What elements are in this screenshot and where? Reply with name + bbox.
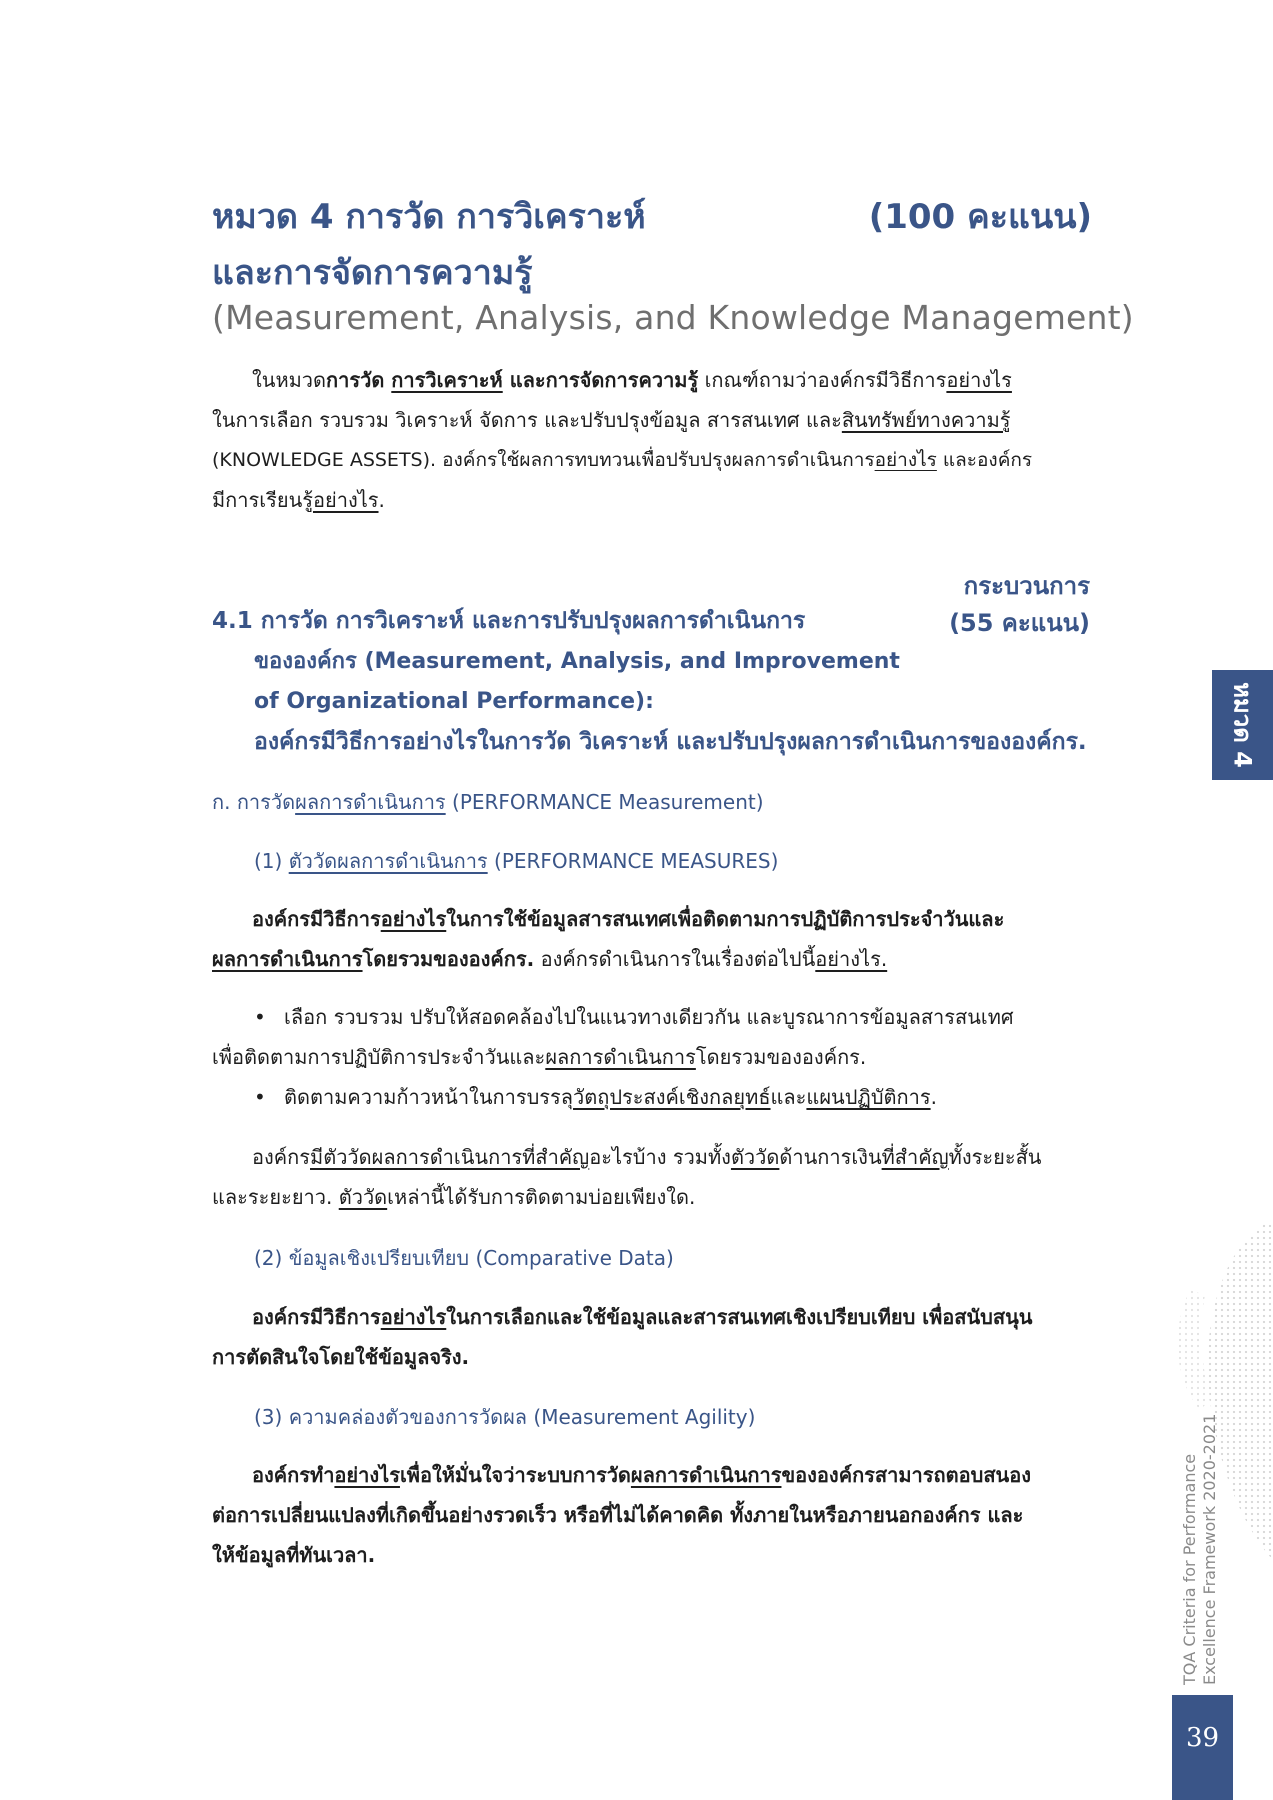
text-run: เกณฑ์ถามว่าองค์กรมีวิธีการ — [698, 368, 947, 392]
text-run: ขององค์กรสามารถตอบสนอง — [781, 1463, 1031, 1487]
text-run: เลือก รวบรวม ปรับให้สอดคล้องไปในแนวทางเดียวกัน และบูรณาการข้อมูลสารสนเทศ — [284, 1005, 1014, 1029]
category-side-tab — [1212, 670, 1273, 780]
text-run: องค์กร — [252, 1145, 311, 1169]
underlined-term: ตัววัด — [338, 1185, 388, 1209]
text-run: ก. การวัด — [212, 790, 296, 814]
subsection-3-heading: (3) ความคล่องตัวของการวัดผล (Measurement Agility) — [254, 1405, 756, 1429]
text-run: และองค์กร — [936, 449, 1033, 471]
footer-line2: Excellence Framework 2020-2021 — [1200, 1413, 1219, 1685]
text-run: องค์กรทำ — [252, 1463, 335, 1487]
section-4-1-line1: 4.1 การวัด การวิเคราะห์ และการปรับปรุงผลการดำเนินการ — [212, 608, 806, 634]
process-score: (55 คะแนน) — [949, 609, 1090, 637]
text-run: เพื่อติดตามการปฏิบัติการประจำวันและ — [212, 1045, 546, 1069]
text-run: ในการเลือก รวบรวม วิเคราะห์ จัดการ และปรับปรุงข้อมูล สารสนเทศ และ — [212, 408, 842, 432]
paragraph-measurement-agility — [212, 1455, 1092, 1575]
text-run: (PERFORMANCE Measurement) — [445, 790, 764, 814]
text-run: ในการใช้ข้อมูลสารสนเทศเพื่อติดตามการปฏิบัติการประจำวันและ — [446, 907, 1005, 931]
text-run: มีการเรียนรู้ — [212, 488, 313, 512]
text-run: เพื่อให้มั่นใจว่าระบบการวัด — [399, 1463, 631, 1487]
subsection-1-heading — [254, 841, 778, 881]
underlined-term: อย่างไร — [874, 449, 937, 471]
underlined-term: อย่างไร — [312, 488, 379, 512]
text-run: และระยะยาว. — [212, 1185, 339, 1209]
text-run: ติดตามความก้าวหน้าในการบรรลุ — [284, 1085, 574, 1109]
underlined-term: อย่างไร — [380, 907, 447, 931]
underlined-term: ที่สำคัญ — [881, 1145, 949, 1169]
bullet-icon: • — [254, 1005, 266, 1029]
underlined-term: สินทรัพย์ทางความรู้ — [841, 408, 1011, 432]
text-run: การตัดสินใจโดยใช้ข้อมูลจริง. — [212, 1345, 470, 1369]
section-4-1-heading — [212, 601, 1087, 762]
text-run: . — [930, 1085, 937, 1109]
text-run: . — [378, 488, 385, 512]
underlined-term: ผลการดำเนินการ — [630, 1463, 782, 1487]
section-4-1-line3: of Organizational Performance): — [254, 689, 654, 714]
category-side-tab-label: หมวด 4 — [1228, 682, 1256, 768]
bullet-item-2 — [212, 1077, 1092, 1117]
page-number-box — [1172, 1695, 1233, 1800]
underlined-term: วัตถุประสงค์เชิงกลยุทธ์ — [573, 1085, 771, 1109]
underlined-term: การวิเคราะห์ — [391, 368, 503, 392]
text-run: เหล่านี้ได้รับการติดตามบ่อยเพียงใด. — [387, 1185, 696, 1209]
bullet-icon: • — [254, 1085, 266, 1109]
text-run: ต่อการเปลี่ยนแปลงที่เกิดขึ้นอย่างรวดเร็ว หรือที่ไม่ได้คาดคิด ทั้งภายในหรือภายนอกองค์กร และ — [212, 1503, 1024, 1527]
text-run: โดยรวมขององค์กร. — [695, 1045, 867, 1069]
section-4-1-question: องค์กรมีวิธีการอย่างไรในการวัด วิเคราะห์ และปรับปรุงผลการดำเนินการขององค์กร. — [254, 729, 1087, 755]
footer-line1: TQA Criteria for Performance — [1180, 1453, 1199, 1685]
text-run: องค์กรมีวิธีการ — [252, 1305, 381, 1329]
category-title-line2: และการจัดการความรู้ — [212, 253, 533, 293]
paragraph-key-measures — [212, 1137, 1092, 1217]
text-run: องค์กรมีวิธีการ — [252, 907, 381, 931]
text-run: องค์กรดำเนินการในเรื่องต่อไปนี้ — [534, 947, 816, 971]
paragraph-performance-measures — [212, 899, 1092, 979]
process-label: กระบวนการ — [963, 572, 1090, 600]
underlined-term: อย่างไร — [334, 1463, 400, 1487]
underlined-term: แผนปฏิบัติการ — [806, 1085, 931, 1109]
category-score: (100 คะแนน) — [868, 197, 1092, 237]
underlined-term: มีตัววัดผลการดำเนินการที่สำคัญ — [310, 1145, 590, 1169]
underlined-term: ผลการดำเนินการ — [212, 947, 363, 971]
section-4-1-line2: ขององค์กร (Measurement, Analysis, and Improvement — [254, 649, 900, 674]
text-run: และ — [770, 1085, 807, 1109]
text-run: (1) — [254, 849, 289, 873]
category-title-english: (Measurement, Analysis, and Knowledge Management) — [212, 298, 1134, 337]
text-run: อะไรบ้าง รวมทั้ง — [589, 1145, 731, 1169]
underlined-term: อย่างไร. — [815, 947, 888, 971]
underlined-term: ผลการดำเนินการ — [295, 790, 446, 814]
paragraph-comparative-data — [212, 1297, 1092, 1377]
text-run: ทั้งระยะสั้น — [948, 1145, 1042, 1169]
text-run: ในหมวด — [252, 368, 327, 392]
text-run: ด้านการเงิน — [779, 1145, 882, 1169]
bold-run: โดยรวมขององค์กร. — [362, 947, 535, 971]
page-number: 39 — [1185, 1723, 1220, 1753]
subsection-2-heading: (2) ข้อมูลเชิงเปรียบเทียบ (Comparative Data) — [254, 1246, 674, 1270]
underlined-term: ผลการดำเนินการ — [545, 1045, 696, 1069]
underlined-term: อย่างไร — [946, 368, 1012, 392]
underlined-term: อย่างไร — [380, 1305, 447, 1329]
category-title — [212, 194, 1092, 240]
text-run: ให้ข้อมูลที่ทันเวลา. — [212, 1543, 376, 1567]
text-run: (KNOWLEDGE ASSETS). องค์กรใช้ผลการทบทวนเพื่อปรับปรุงผลการดำเนินการ — [212, 449, 875, 471]
bold-run: และการจัดการความรู้ — [502, 368, 699, 392]
intro-paragraph — [212, 360, 1092, 520]
underlined-term: ตัววัด — [730, 1145, 780, 1169]
text-run: ในการเลือกและใช้ข้อมูลและสารสนเทศเชิงเปรียบเทียบ เพื่อสนับสนุน — [446, 1305, 1033, 1329]
category-title-line1: หมวด 4 การวัด การวิเคราะห์ — [212, 197, 646, 237]
subsection-a-heading — [212, 782, 764, 822]
footer-publication-title — [1180, 1414, 1220, 1685]
bullet-list — [212, 997, 1092, 1117]
bold-run: การวัด — [326, 368, 392, 392]
text-run: (PERFORMANCE MEASURES) — [487, 849, 779, 873]
underlined-term: ตัววัดผลการดำเนินการ — [288, 849, 488, 873]
bullet-item-1 — [212, 997, 1092, 1037]
